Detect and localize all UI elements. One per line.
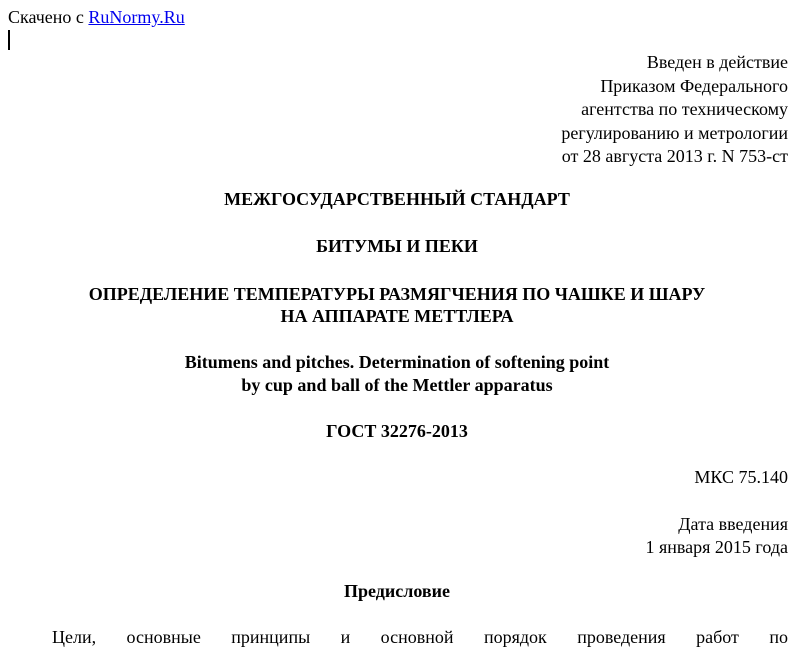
title-ru-sub: [0, 283, 794, 327]
title-ru-sub-line: НА АППАРАТЕ МЕТТЛЕРА: [280, 306, 514, 326]
introduction-date: [645, 513, 788, 559]
gost-number: ГОСТ 32276-2013: [326, 421, 468, 441]
title-en-line: Bitumens and pitches. Determination of softening point: [184, 352, 610, 372]
standard-type: МЕЖГОСУДАРСТВЕННЫЙ СТАНДАРТ: [224, 189, 570, 209]
enactment-line: Приказом Федерального: [600, 75, 788, 96]
introduction-date-value: 1 января 2015 года: [645, 537, 788, 557]
enactment-line: агентства по техническому: [581, 99, 788, 119]
title-ru-sub-line: ОПРЕДЕЛЕНИЕ ТЕМПЕРАТУРЫ РАЗМЯГЧЕНИЯ ПО ЧАШКЕ И ШАРУ: [88, 284, 706, 304]
mks-code: МКС 75.140: [694, 467, 788, 487]
download-prefix: Скачено с: [8, 7, 89, 27]
enactment-line: Введен в действие: [646, 52, 788, 72]
preface-paragraph: Цели, основные принципы и основной порядок проведения работ по: [52, 627, 788, 647]
download-source-line: [8, 6, 185, 28]
title-en-line: by cup and ball of the Mettler apparatus: [241, 375, 553, 395]
introduction-date-label: Дата введения: [678, 514, 788, 534]
enactment-block: [561, 51, 788, 169]
preface-heading: Предисловие: [344, 581, 450, 601]
runormy-link[interactable]: RuNormy.Ru: [88, 7, 185, 27]
enactment-line: от 28 августа 2013 г. N 753-ст: [561, 146, 788, 166]
title-en: [0, 351, 794, 397]
title-ru-main: БИТУМЫ И ПЕКИ: [316, 236, 478, 256]
enactment-line: регулированию и метрологии: [561, 122, 788, 143]
text-cursor: [8, 30, 10, 50]
